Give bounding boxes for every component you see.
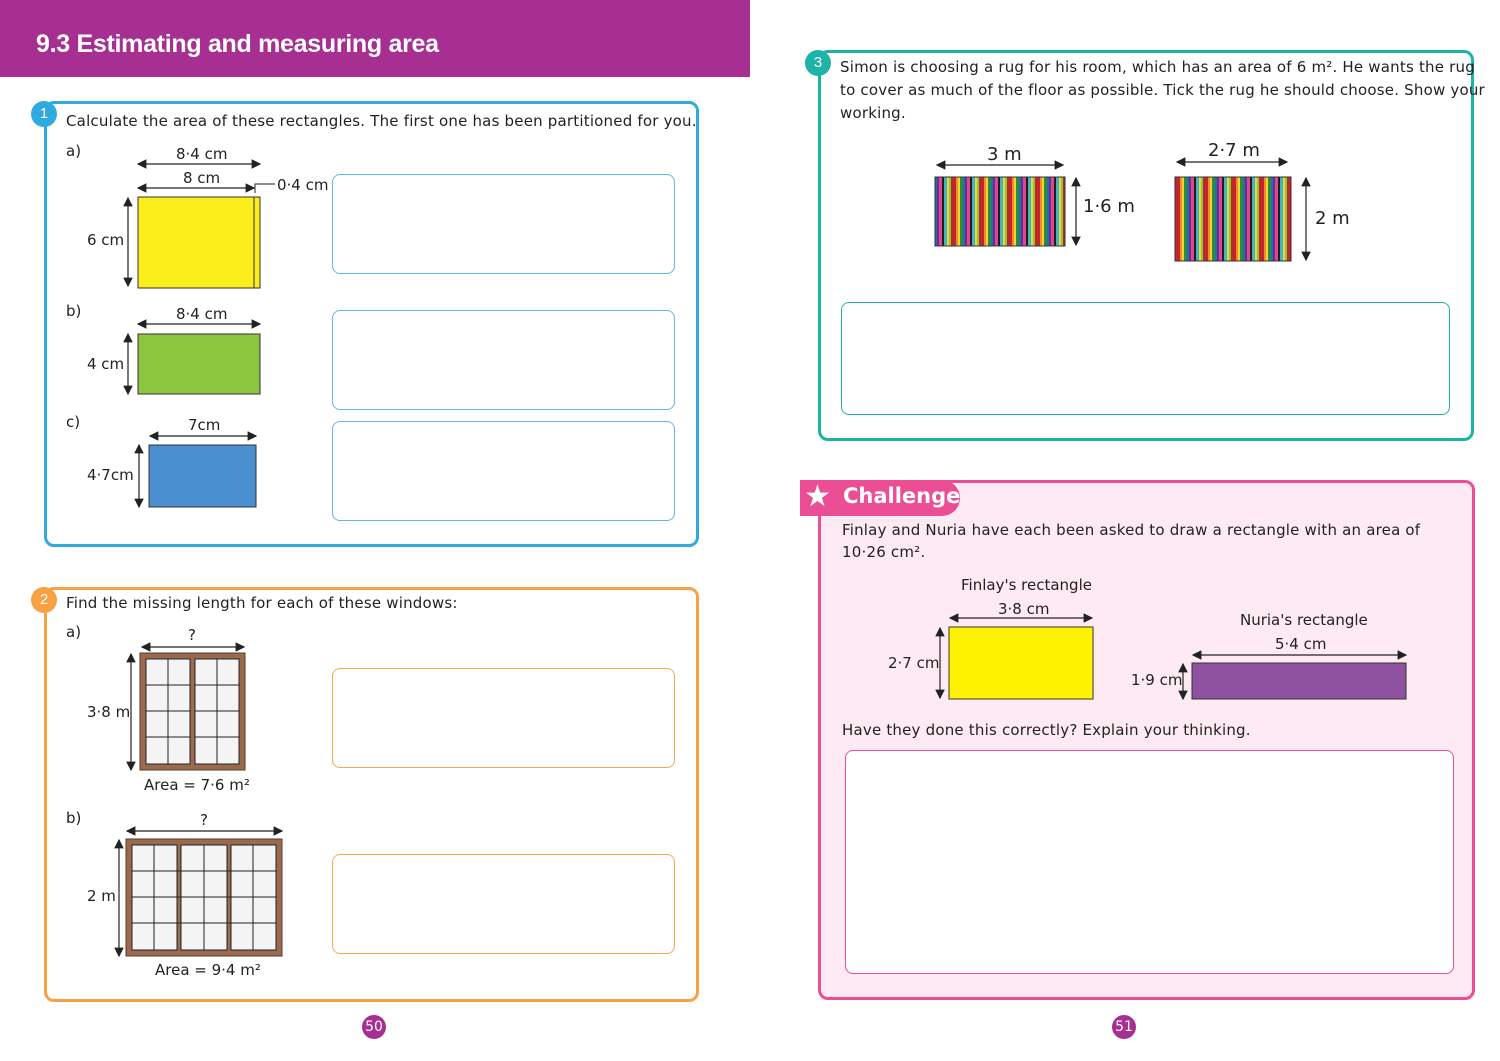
rect-a-main xyxy=(138,197,255,288)
nuria-width: 5·4 cm xyxy=(1275,635,1327,653)
window-b-height: 2 m xyxy=(87,887,116,905)
question-3-line-2: to cover as much of the floor as possible. Tick the rug he should choose. Show your xyxy=(840,81,1485,99)
rug-2-height: 2 m xyxy=(1315,208,1350,229)
finlay-title: Finlay's rectangle xyxy=(961,576,1092,594)
q1c-width: 7cm xyxy=(188,416,221,434)
rug-1-width: 3 m xyxy=(987,144,1022,165)
rect-c xyxy=(149,445,256,507)
question-3-line-1: Simon is choosing a rug for his room, which has an area of 6 m². He wants the rug xyxy=(840,58,1475,76)
window-a-height: 3·8 m xyxy=(87,703,131,721)
question-2-instruction: Find the missing length for each of these windows: xyxy=(66,594,458,612)
extra-width-leader xyxy=(255,184,275,193)
q1c-answer-box[interactable] xyxy=(332,421,675,521)
challenge-answer-box[interactable] xyxy=(845,750,1454,974)
nuria-rectangle xyxy=(1192,663,1406,699)
part-a-label: a) xyxy=(66,142,82,160)
q1c-height: 4·7cm xyxy=(87,466,134,484)
q1a-total-width: 8·4 cm xyxy=(176,145,228,163)
question-3-line-3: working. xyxy=(840,104,906,122)
page-number-left: 50 xyxy=(362,1015,386,1039)
q2b-answer-box[interactable] xyxy=(332,854,675,954)
window-a-diagram xyxy=(120,640,260,775)
window-b-area: Area = 9·4 m² xyxy=(155,961,261,979)
q1b-answer-box[interactable] xyxy=(332,310,675,410)
challenge-text-line-2: 10·26 cm². xyxy=(842,543,926,561)
window-b-diagram xyxy=(110,824,290,959)
question-1-number: 1 xyxy=(31,101,57,127)
q1c-diagram xyxy=(80,412,280,512)
q1a-extra-width: 0·4 cm xyxy=(277,176,329,194)
question-2-number: 2 xyxy=(31,587,57,613)
window-b-panes xyxy=(132,845,276,950)
question-1-instruction: Calculate the area of these rectangles. The first one has been partitioned for you. xyxy=(66,112,697,130)
finlay-rectangle xyxy=(949,627,1093,699)
rect-b xyxy=(138,334,260,394)
challenge-question: Have they done this correctly? Explain your thinking. xyxy=(842,721,1251,739)
window-a-width: ? xyxy=(188,626,196,644)
q1a-height: 6 cm xyxy=(87,231,125,249)
rug-1 xyxy=(935,177,1065,246)
window-b-width: ? xyxy=(200,811,208,829)
finlay-height: 2·7 cm xyxy=(888,654,940,672)
star-icon: ★ xyxy=(804,479,831,514)
challenge-text-line-1: Finlay and Nuria have each been asked to draw a rectangle with an area of xyxy=(842,521,1421,539)
page-title: 9.3 Estimating and measuring area xyxy=(36,30,439,58)
q2-part-a-label: a) xyxy=(66,623,82,641)
q1b-width: 8·4 cm xyxy=(176,305,228,323)
q2a-answer-box[interactable] xyxy=(332,668,675,768)
question-3-number: 3 xyxy=(805,50,831,76)
q1a-main-width: 8 cm xyxy=(183,169,221,187)
rug-1-height: 1·6 m xyxy=(1083,196,1135,217)
q1b-height: 4 cm xyxy=(87,355,125,373)
q3-answer-box[interactable] xyxy=(841,302,1450,415)
nuria-title: Nuria's rectangle xyxy=(1240,611,1368,629)
rug-2-width: 2·7 m xyxy=(1208,140,1260,161)
q1a-answer-box[interactable] xyxy=(332,174,675,274)
challenge-label: Challenge xyxy=(843,484,961,508)
window-a-area: Area = 7·6 m² xyxy=(144,776,250,794)
q2-part-b-label: b) xyxy=(66,809,82,827)
part-c-label: c) xyxy=(66,413,81,431)
q1a-diagram xyxy=(80,140,330,300)
rug-2 xyxy=(1175,177,1291,261)
rect-a-strip xyxy=(254,197,260,288)
part-b-label: b) xyxy=(66,302,82,320)
finlay-width: 3·8 cm xyxy=(998,600,1050,618)
nuria-height: 1·9 cm xyxy=(1131,671,1183,689)
page-number-right: 51 xyxy=(1112,1015,1136,1039)
